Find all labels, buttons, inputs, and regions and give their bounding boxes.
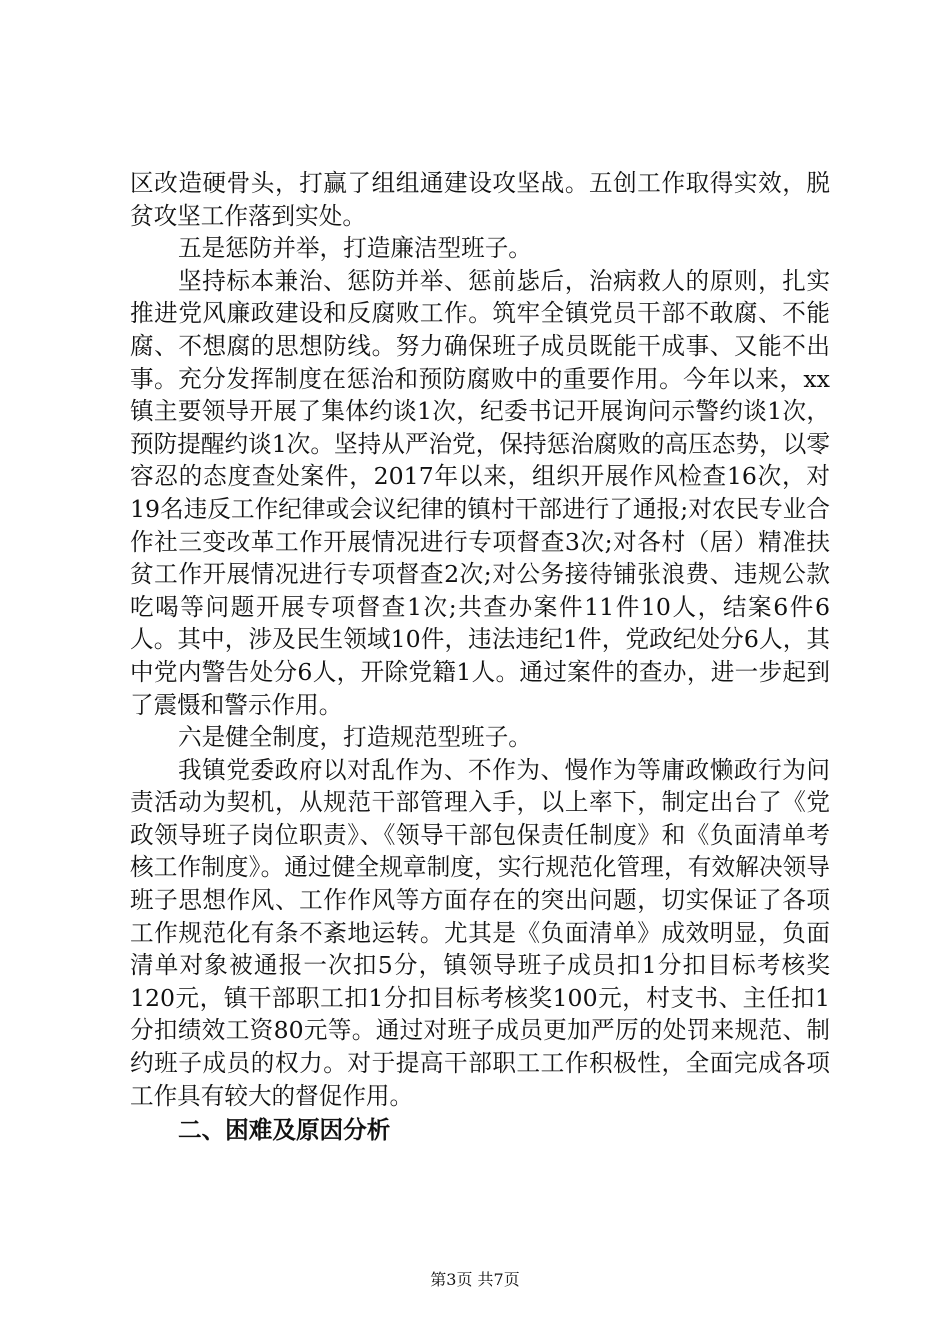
- paragraph-2-heading-five: 五是惩防并举，打造廉洁型班子。: [178, 234, 532, 263]
- document-body: [130, 167, 830, 1147]
- section-heading: 二、困难及原因分析: [178, 1116, 391, 1145]
- paragraph-4-heading-six: 六是健全制度，打造规范型班子。: [178, 723, 532, 752]
- paragraph-5: 我镇党委政府以对乱作为、不作为、慢作为等庸政懒政行为问责活动为契机，从规范干部管理入手，以上率下，制定出台了《党政领导班子岗位职责》、《领导干部包保责任制度》和《负面清单考核工作制度》。通过健全规章制度，实行规范化管理，有效解决领导班子思想作风、工作作风等方面存在的突出问题，切实保证了各项工作规范化有条不紊地运转。尤其是《负面清单》成效明显，负面清单对象被通报一次扣5分，镇领导班子成员扣1分扣目标考核奖120元，镇干部职工扣1分扣目标考核奖100元，村支书、主任扣1分扣绩效工资80元等。通过对班子成员更加严厉的处罚来规范、制约班子成员的权力。对于提高干部职工工作积极性，全面完成各项工作具有较大的督促作用。: [130, 755, 830, 1110]
- paragraph-3: 坚持标本兼治、惩防并举、惩前毖后，治病救人的原则，扎实推进党风廉政建设和反腐败工作。筑牢全镇党员干部不敢腐、不能腐、不想腐的思想防线。努力确保班子成员既能干成事、又能不出事。充分发挥制度在惩治和预防腐败中的重要作用。今年以来，xx镇主要领导开展了集体约谈1次，纪委书记开展询问示警约谈1次，预防提醒约谈1次。坚持从严治党，保持惩治腐败的高压态势，以零容忍的态度查处案件，2017年以来，组织开展作风检查16次，对19名违反工作纪律或会议纪律的镇村干部进行了通报;对农民专业合作社三变改革工作开展情况进行专项督查3次;对各村（居）精准扶贫工作开展情况进行专项督查2次;对公务接待铺张浪费、违规公款吃喝等问题开展专项督查1次;共查办案件11件10人，结案6件6人。其中，涉及民生领域10件，违法违纪1件，党政纪处分6人，其中党内警告处分6人，开除党籍1人。通过案件的查办，进一步起到了震慑和警示作用。: [130, 266, 830, 719]
- paragraph-1: 区改造硬骨头，打赢了组组通建设攻坚战。五创工作取得实效，脱贫攻坚工作落到实处。: [130, 169, 830, 230]
- page-number-footer: 第3页 共7页: [430, 1270, 520, 1289]
